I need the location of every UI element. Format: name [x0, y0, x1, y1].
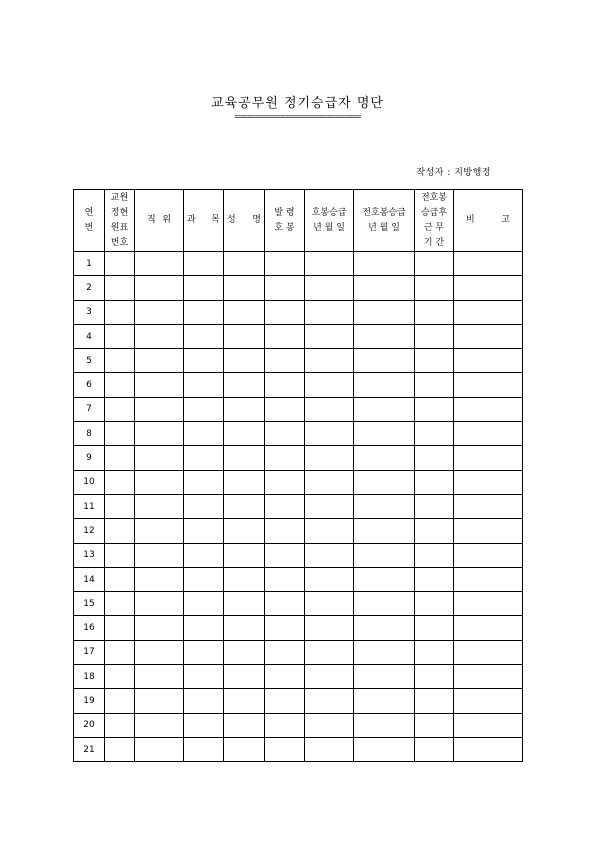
table-cell[interactable]	[184, 373, 224, 397]
author-label: 작성자 : 지방행정	[416, 168, 491, 178]
table-cell[interactable]	[454, 397, 523, 421]
header-seq: 연 번	[74, 190, 105, 252]
table-cell[interactable]	[184, 616, 224, 640]
table-cell[interactable]	[105, 300, 135, 324]
table-row	[74, 494, 523, 518]
table-cell[interactable]	[135, 300, 184, 324]
table-cell[interactable]	[354, 567, 415, 591]
table-cell[interactable]	[224, 300, 265, 324]
table-cell[interactable]	[105, 713, 135, 737]
table-cell[interactable]	[415, 665, 454, 689]
table-cell[interactable]	[265, 519, 305, 543]
table-cell[interactable]	[454, 470, 523, 494]
row-number: 13	[74, 543, 105, 567]
table-cell[interactable]	[184, 324, 224, 348]
table-cell[interactable]	[305, 737, 354, 761]
table-cell[interactable]	[305, 397, 354, 421]
table-cell[interactable]	[184, 567, 224, 591]
row-number: 21	[74, 737, 105, 761]
table-cell[interactable]	[305, 446, 354, 470]
table-cell[interactable]	[305, 494, 354, 518]
table-cell[interactable]	[454, 252, 523, 276]
table-cell[interactable]	[354, 470, 415, 494]
table-cell[interactable]	[105, 397, 135, 421]
table-cell[interactable]	[305, 470, 354, 494]
table-cell[interactable]	[305, 422, 354, 446]
table-cell[interactable]	[415, 324, 454, 348]
table-cell[interactable]	[305, 519, 354, 543]
table-cell[interactable]	[105, 470, 135, 494]
table-cell[interactable]	[265, 592, 305, 616]
table-cell[interactable]	[265, 567, 305, 591]
table-cell[interactable]	[454, 616, 523, 640]
table-cell[interactable]	[184, 397, 224, 421]
row-number: 5	[74, 349, 105, 373]
table-cell[interactable]	[415, 543, 454, 567]
table-cell[interactable]	[454, 446, 523, 470]
table-cell[interactable]	[454, 737, 523, 761]
row-number: 1	[74, 252, 105, 276]
table-cell[interactable]	[354, 276, 415, 300]
table-cell[interactable]	[135, 543, 184, 567]
table-cell[interactable]	[135, 349, 184, 373]
table-cell[interactable]	[224, 446, 265, 470]
table-cell[interactable]	[105, 422, 135, 446]
table-cell[interactable]	[135, 737, 184, 761]
row-number: 9	[74, 446, 105, 470]
table-cell[interactable]	[305, 543, 354, 567]
table-row	[74, 713, 523, 737]
table-cell[interactable]	[224, 543, 265, 567]
table-cell[interactable]	[265, 640, 305, 664]
table-cell[interactable]	[135, 640, 184, 664]
table-row	[74, 276, 523, 300]
table-cell[interactable]	[354, 689, 415, 713]
table-cell[interactable]	[415, 276, 454, 300]
table-cell[interactable]	[105, 592, 135, 616]
table-cell[interactable]	[454, 349, 523, 373]
table-cell[interactable]	[184, 470, 224, 494]
table-cell[interactable]	[305, 665, 354, 689]
header-teacher-id: 교원 정현 원표 번호	[105, 190, 135, 252]
table-row	[74, 543, 523, 567]
table-cell[interactable]	[135, 276, 184, 300]
table-cell[interactable]	[354, 665, 415, 689]
table-cell[interactable]	[415, 737, 454, 761]
table-row	[74, 324, 523, 348]
table-row	[74, 616, 523, 640]
table-row	[74, 592, 523, 616]
table-cell[interactable]	[184, 422, 224, 446]
table-cell[interactable]	[105, 373, 135, 397]
header-appointed-rank: 발 령 호 봉	[265, 190, 305, 252]
header-grade-date: 호봉승급 년 월 일	[305, 190, 354, 252]
table-cell[interactable]	[454, 422, 523, 446]
table-cell[interactable]	[224, 397, 265, 421]
table-cell[interactable]	[265, 324, 305, 348]
table-cell[interactable]	[184, 446, 224, 470]
table-cell[interactable]	[305, 689, 354, 713]
table-cell[interactable]	[135, 422, 184, 446]
table-cell[interactable]	[265, 373, 305, 397]
table-cell[interactable]	[305, 373, 354, 397]
table-cell[interactable]	[105, 446, 135, 470]
table-cell[interactable]	[224, 494, 265, 518]
table-cell[interactable]	[105, 276, 135, 300]
table-cell[interactable]	[184, 543, 224, 567]
header-remarks: 비 고	[454, 190, 523, 252]
table-cell[interactable]	[224, 324, 265, 348]
table-cell[interactable]	[354, 616, 415, 640]
table-cell[interactable]	[354, 713, 415, 737]
table-cell[interactable]	[305, 349, 354, 373]
table-cell[interactable]	[305, 252, 354, 276]
table-cell[interactable]	[265, 276, 305, 300]
header-subject: 과 목	[184, 190, 224, 252]
table-row	[74, 665, 523, 689]
table-cell[interactable]	[224, 689, 265, 713]
row-number: 18	[74, 665, 105, 689]
table-cell[interactable]	[415, 494, 454, 518]
table-cell[interactable]	[105, 665, 135, 689]
table-cell[interactable]	[184, 737, 224, 761]
table-cell[interactable]	[135, 592, 184, 616]
table-cell[interactable]	[354, 252, 415, 276]
table-cell[interactable]	[415, 616, 454, 640]
table-cell[interactable]	[224, 422, 265, 446]
table-cell[interactable]	[415, 422, 454, 446]
table-cell[interactable]	[354, 519, 415, 543]
table-cell[interactable]	[265, 689, 305, 713]
table-cell[interactable]	[224, 349, 265, 373]
table-row	[74, 373, 523, 397]
table-cell[interactable]	[224, 713, 265, 737]
row-number: 10	[74, 470, 105, 494]
table-cell[interactable]	[265, 616, 305, 640]
table-cell[interactable]	[135, 665, 184, 689]
table-cell[interactable]	[224, 252, 265, 276]
table-cell[interactable]	[265, 397, 305, 421]
table-row	[74, 446, 523, 470]
table-cell[interactable]	[265, 422, 305, 446]
table-cell[interactable]	[415, 592, 454, 616]
table-row	[74, 737, 523, 761]
table-cell[interactable]	[354, 446, 415, 470]
table-cell[interactable]	[184, 689, 224, 713]
table-row	[74, 397, 523, 421]
table-cell[interactable]	[105, 324, 135, 348]
table-row	[74, 567, 523, 591]
table-row	[74, 422, 523, 446]
table-cell[interactable]	[135, 324, 184, 348]
table-cell[interactable]	[135, 470, 184, 494]
document-title: 교육공무원 정기승급자 명단	[211, 96, 384, 111]
table-cell[interactable]	[354, 373, 415, 397]
table-cell[interactable]	[265, 665, 305, 689]
table-row	[74, 519, 523, 543]
row-number: 4	[74, 324, 105, 348]
table-cell[interactable]	[184, 252, 224, 276]
table-cell[interactable]	[265, 713, 305, 737]
table-cell[interactable]	[354, 324, 415, 348]
table-cell[interactable]	[135, 519, 184, 543]
table-cell[interactable]	[184, 300, 224, 324]
table-cell[interactable]	[224, 373, 265, 397]
table-cell[interactable]	[415, 373, 454, 397]
table-cell[interactable]	[415, 519, 454, 543]
table-cell[interactable]	[105, 640, 135, 664]
table-cell[interactable]	[105, 543, 135, 567]
table-cell[interactable]	[305, 324, 354, 348]
table-cell[interactable]	[224, 592, 265, 616]
table-cell[interactable]	[265, 470, 305, 494]
table-cell[interactable]	[184, 640, 224, 664]
table-cell[interactable]	[135, 567, 184, 591]
table-cell[interactable]	[135, 373, 184, 397]
table-cell[interactable]	[415, 397, 454, 421]
table-cell[interactable]	[184, 713, 224, 737]
row-number: 12	[74, 519, 105, 543]
table-cell[interactable]	[454, 665, 523, 689]
table-cell[interactable]	[265, 252, 305, 276]
table-cell[interactable]	[305, 592, 354, 616]
table-cell[interactable]	[224, 567, 265, 591]
table-cell[interactable]	[105, 252, 135, 276]
table-cell[interactable]	[184, 519, 224, 543]
table-cell[interactable]	[454, 689, 523, 713]
table-cell[interactable]	[305, 640, 354, 664]
row-number: 2	[74, 276, 105, 300]
table-cell[interactable]	[454, 324, 523, 348]
table-cell[interactable]	[265, 543, 305, 567]
table-cell[interactable]	[184, 494, 224, 518]
table-cell[interactable]	[265, 446, 305, 470]
row-number: 17	[74, 640, 105, 664]
table-header-row	[74, 190, 523, 252]
table-cell[interactable]	[354, 349, 415, 373]
table-cell[interactable]	[454, 567, 523, 591]
table-cell[interactable]	[454, 592, 523, 616]
table-cell[interactable]	[224, 470, 265, 494]
table-cell[interactable]	[184, 592, 224, 616]
table-cell[interactable]	[305, 276, 354, 300]
table-cell[interactable]	[415, 713, 454, 737]
table-cell[interactable]	[135, 616, 184, 640]
table-cell[interactable]	[354, 543, 415, 567]
table-row	[74, 252, 523, 276]
table-cell[interactable]	[415, 689, 454, 713]
table-cell[interactable]	[265, 494, 305, 518]
table-cell[interactable]	[354, 397, 415, 421]
row-number: 3	[74, 300, 105, 324]
table-cell[interactable]	[415, 300, 454, 324]
table-row	[74, 689, 523, 713]
table-cell[interactable]	[105, 616, 135, 640]
table-cell[interactable]	[224, 616, 265, 640]
table-cell[interactable]	[454, 713, 523, 737]
table-cell[interactable]	[135, 397, 184, 421]
table-body	[74, 252, 523, 762]
table-cell[interactable]	[354, 737, 415, 761]
table-cell[interactable]	[454, 543, 523, 567]
row-number: 20	[74, 713, 105, 737]
table-cell[interactable]	[305, 567, 354, 591]
table-cell[interactable]	[305, 616, 354, 640]
table-cell[interactable]	[265, 349, 305, 373]
header-position: 직 위	[135, 190, 184, 252]
table-cell[interactable]	[415, 349, 454, 373]
table-cell[interactable]	[135, 494, 184, 518]
table-cell[interactable]	[454, 373, 523, 397]
table-cell[interactable]	[454, 519, 523, 543]
table-row	[74, 349, 523, 373]
table-cell[interactable]	[105, 567, 135, 591]
title-underline: ==============================	[234, 112, 361, 121]
table-cell[interactable]	[354, 592, 415, 616]
table-cell[interactable]	[224, 640, 265, 664]
table-row	[74, 300, 523, 324]
table-cell[interactable]	[105, 349, 135, 373]
table-cell[interactable]	[224, 665, 265, 689]
table-cell[interactable]	[224, 737, 265, 761]
table-cell[interactable]	[105, 689, 135, 713]
table-cell[interactable]	[454, 300, 523, 324]
row-number: 7	[74, 397, 105, 421]
table-cell[interactable]	[135, 252, 184, 276]
table-cell[interactable]	[135, 713, 184, 737]
header-name: 성 명	[224, 190, 265, 252]
table-cell[interactable]	[354, 422, 415, 446]
table-cell[interactable]	[415, 252, 454, 276]
table-cell[interactable]	[354, 640, 415, 664]
row-number: 11	[74, 494, 105, 518]
table-cell[interactable]	[184, 665, 224, 689]
table-cell[interactable]	[105, 737, 135, 761]
table-cell[interactable]	[354, 300, 415, 324]
table-cell[interactable]	[305, 713, 354, 737]
table-cell[interactable]	[224, 276, 265, 300]
table-cell[interactable]	[184, 349, 224, 373]
header-prev-grade-period: 전호봉 승급후 근 무 기 간	[415, 190, 454, 252]
table-cell[interactable]	[354, 494, 415, 518]
table-cell[interactable]	[265, 737, 305, 761]
table-cell[interactable]	[105, 519, 135, 543]
row-number: 15	[74, 592, 105, 616]
table-cell[interactable]	[454, 276, 523, 300]
row-number: 8	[74, 422, 105, 446]
table-row	[74, 640, 523, 664]
table-cell[interactable]	[415, 567, 454, 591]
table-cell[interactable]	[415, 470, 454, 494]
table-cell[interactable]	[224, 519, 265, 543]
table-cell[interactable]	[135, 446, 184, 470]
roster-table	[73, 189, 523, 762]
table-cell[interactable]	[105, 494, 135, 518]
table-cell[interactable]	[454, 494, 523, 518]
table-cell[interactable]	[135, 689, 184, 713]
table-cell[interactable]	[454, 640, 523, 664]
table-row	[74, 470, 523, 494]
row-number: 19	[74, 689, 105, 713]
header-prev-grade-date: 전호봉승급 년 월 일	[354, 190, 415, 252]
table-cell[interactable]	[184, 276, 224, 300]
row-number: 6	[74, 373, 105, 397]
row-number: 16	[74, 616, 105, 640]
table-cell[interactable]	[265, 300, 305, 324]
row-number: 14	[74, 567, 105, 591]
table-cell[interactable]	[415, 640, 454, 664]
table-cell[interactable]	[415, 446, 454, 470]
table-cell[interactable]	[305, 300, 354, 324]
